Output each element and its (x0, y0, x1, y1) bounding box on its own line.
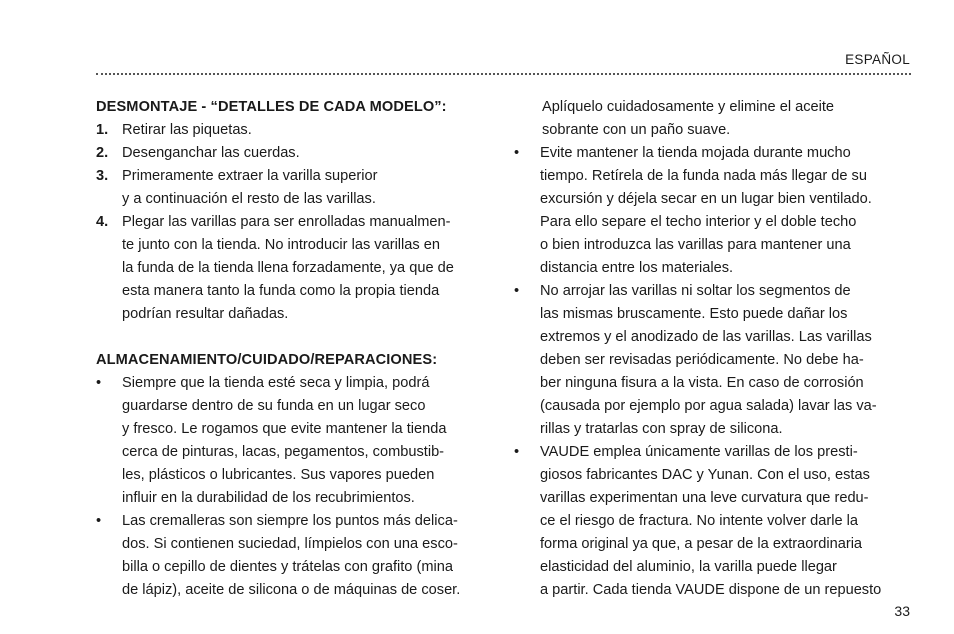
text-line: y a continuación el resto de las varillas. (122, 191, 376, 207)
text-line: las mismas bruscamente. Esto puede dañar los (540, 306, 848, 322)
bullet-item (96, 372, 496, 510)
text-line: Para ello separe el techo interior y el doble techo (540, 214, 857, 230)
section-title-disassembly: DESMONTAJE - “DETALLES DE CADA MODELO”: (96, 99, 447, 115)
text-line: a partir. Cada tienda VAUDE dispone de un repuesto (540, 582, 882, 598)
text-line: podrían resultar dañadas. (122, 306, 289, 322)
bullet-item (514, 142, 914, 280)
continued-paragraph (514, 96, 914, 142)
bullet-item (514, 441, 914, 602)
text-line: forma original ya que, a pesar de la extraordinaria (540, 536, 863, 552)
step-item (96, 165, 496, 211)
right-column (514, 96, 914, 602)
text-line: Primeramente extraer la varilla superior (122, 168, 378, 184)
bullet-item (96, 510, 496, 602)
text-line: dos. Si contienen suciedad, límpielos con una esco- (122, 536, 458, 552)
text-line: ce el riesgo de fractura. No intente volver darle la (540, 513, 858, 529)
text-line: les, plásticos o lubricantes. Sus vapores pueden (122, 467, 435, 483)
step-item (96, 211, 496, 326)
text-line: Retirar las piquetas. (122, 122, 252, 138)
text-line: Evite mantener la tienda mojada durante mucho (540, 145, 851, 161)
language-label: ESPAÑOL (845, 52, 910, 67)
left-column (96, 96, 496, 602)
text-line: Siempre que la tienda esté seca y limpia, podrá (122, 375, 430, 391)
text-line: Desenganchar las cuerdas. (122, 145, 300, 161)
dotted-divider (96, 73, 911, 75)
text-line: y fresco. Le rogamos que evite mantener la tienda (122, 421, 447, 437)
text-line: extremos y el anodizado de las varillas. Las varillas (540, 329, 872, 345)
page-number: 33 (894, 603, 910, 619)
step-item (96, 119, 496, 142)
bullet-mark: • (514, 283, 520, 299)
bullet-mark: • (96, 375, 102, 391)
text-line: guardarse dentro de su funda en un lugar seco (122, 398, 426, 414)
text-line: sobrante con un paño suave. (542, 122, 731, 138)
text-line: No arrojar las varillas ni soltar los segmentos de (540, 283, 851, 299)
section-title-storage: ALMACENAMIENTO/CUIDADO/REPARACIONES: (96, 352, 438, 368)
text-line: (causada por ejemplo por agua salada) lavar las va- (540, 398, 877, 414)
bullet-item (514, 280, 914, 441)
text-line: Aplíquelo cuidadosamente y elimine el aceite (542, 99, 835, 115)
text-line: la funda de la tienda llena forzadamente, ya que de (122, 260, 454, 276)
text-line: deben ser revisadas periódicamente. No debe ha- (540, 352, 864, 368)
text-line: giosos fabricantes DAC y Yunan. Con el uso, estas (540, 467, 870, 483)
step-number: 3. (96, 168, 109, 184)
disassembly-steps (96, 119, 496, 326)
text-line: te junto con la tienda. No introducir las varillas en (122, 237, 440, 253)
text-line: o bien introduzca las varillas para mantener una (540, 237, 851, 253)
text-line: ber ninguna fisura a la vista. En caso de corrosión (540, 375, 864, 391)
step-number: 1. (96, 122, 109, 138)
text-line: VAUDE emplea únicamente varillas de los presti- (540, 444, 858, 460)
text-line: billa o cepillo de dientes y trátelas con grafito (mina (122, 559, 453, 575)
text-line: elasticidad del aluminio, la varilla puede llegar (540, 559, 837, 575)
text-line: Las cremalleras son siempre los puntos más delica- (122, 513, 458, 529)
text-line: cerca de pinturas, lacas, pegamentos, combustib- (122, 444, 445, 460)
bullet-mark: • (514, 444, 520, 460)
step-number: 4. (96, 214, 109, 230)
text-line: influir en la durabilidad de los recubrimientos. (122, 490, 415, 506)
text-line: Plegar las varillas para ser enrolladas manualmen- (122, 214, 451, 230)
step-number: 2. (96, 145, 109, 161)
text-line: esta manera tanto la funda como la propia tienda (122, 283, 440, 299)
care-bullets (514, 142, 914, 602)
bullet-mark: • (96, 513, 102, 529)
text-line: distancia entre los materiales. (540, 260, 734, 276)
text-line: de lápiz), aceite de silicona o de máquinas de coser. (122, 582, 461, 598)
storage-bullets (96, 372, 496, 602)
text-line: varillas experimentan una leve curvatura que redu- (540, 490, 869, 506)
text-line: tiempo. Retírela de la funda nada más llegar de su (540, 168, 867, 184)
text-line: rillas y tratarlas con spray de silicona. (540, 421, 783, 437)
text-line: excursión y déjela secar en un lugar bien ventilado. (540, 191, 872, 207)
step-item (96, 142, 496, 165)
bullet-mark: • (514, 145, 520, 161)
